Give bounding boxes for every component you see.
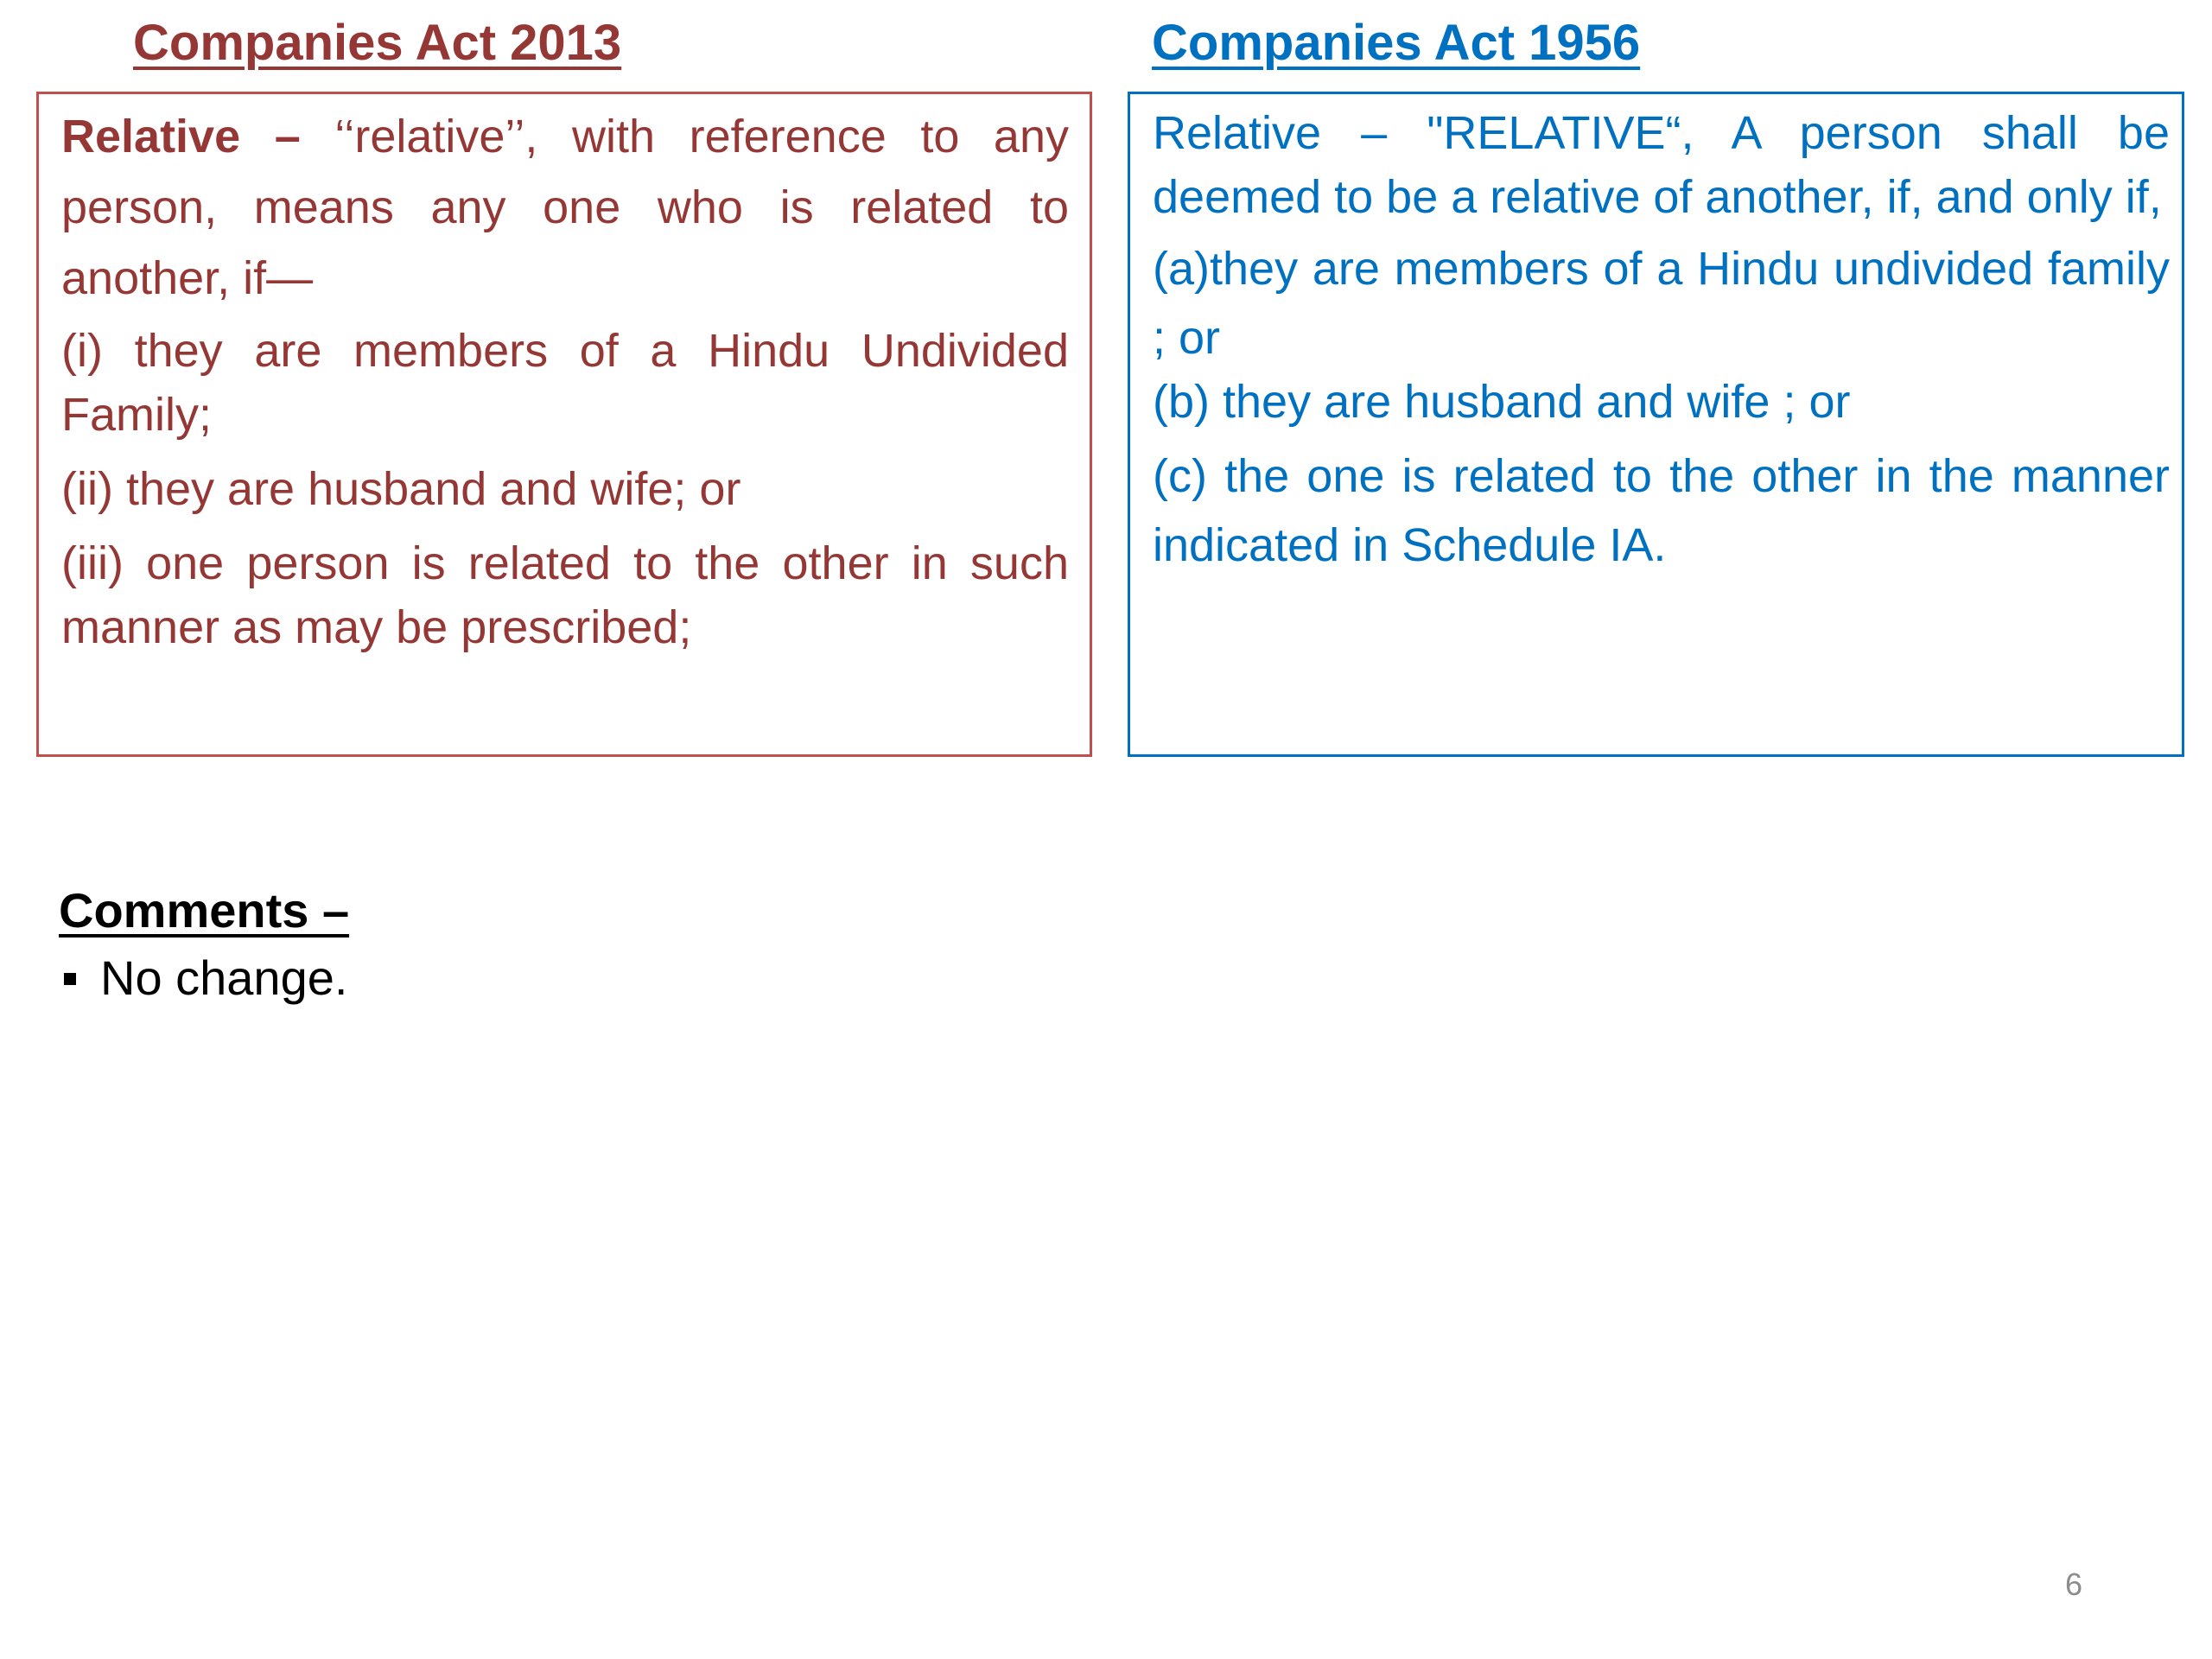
act-2013-clause-ii: (ii) they are husband and wife; or bbox=[61, 463, 741, 515]
act-1956-definition bbox=[1153, 101, 2170, 229]
comments-list bbox=[59, 944, 349, 1013]
act-2013-separator: – bbox=[240, 111, 335, 162]
act-2013-definition-box bbox=[36, 92, 1092, 757]
comments-section bbox=[59, 878, 349, 1013]
act-1956-clause-a: (a)they are members of a Hindu undivided family ; or bbox=[1153, 243, 2170, 364]
comments-item bbox=[59, 944, 349, 1013]
act-1956-term: Relative bbox=[1153, 107, 1322, 159]
page-number: 6 bbox=[2065, 1567, 2083, 1602]
comments-title: Comments – bbox=[59, 883, 350, 938]
comments-item-text: No change. bbox=[100, 950, 348, 1005]
act-2013-clause-iii: (iii) one person is related to the other in such manner as may be prescribed; bbox=[61, 537, 1069, 653]
act-1956-clause-b: (b) they are husband and wife ; or bbox=[1153, 376, 1851, 428]
heading-companies-act-1956: Companies Act 1956 bbox=[1152, 15, 1641, 71]
heading-companies-act-2013: Companies Act 2013 bbox=[133, 15, 622, 71]
square-bullet-icon bbox=[64, 973, 76, 985]
act-1956-definition-text: "RELATIVE“, A person shall be deemed to be a relative of another, if, and only if, bbox=[1153, 107, 2170, 223]
act-1956-clause-c: (c) the one is related to the other in the manner indicated in Schedule IA. bbox=[1153, 450, 2170, 571]
act-1956-separator: – bbox=[1321, 107, 1427, 159]
act-2013-term: Relative bbox=[61, 111, 241, 162]
act-1956-definition-box bbox=[1128, 92, 2184, 757]
act-2013-definition-text: ‘‘relative’’, with reference to any person, means any one who is related to another, if— bbox=[61, 111, 1069, 304]
act-2013-definition bbox=[61, 101, 1069, 314]
act-2013-clause-i: (i) they are members of a Hindu Undivided Family; bbox=[61, 325, 1069, 441]
